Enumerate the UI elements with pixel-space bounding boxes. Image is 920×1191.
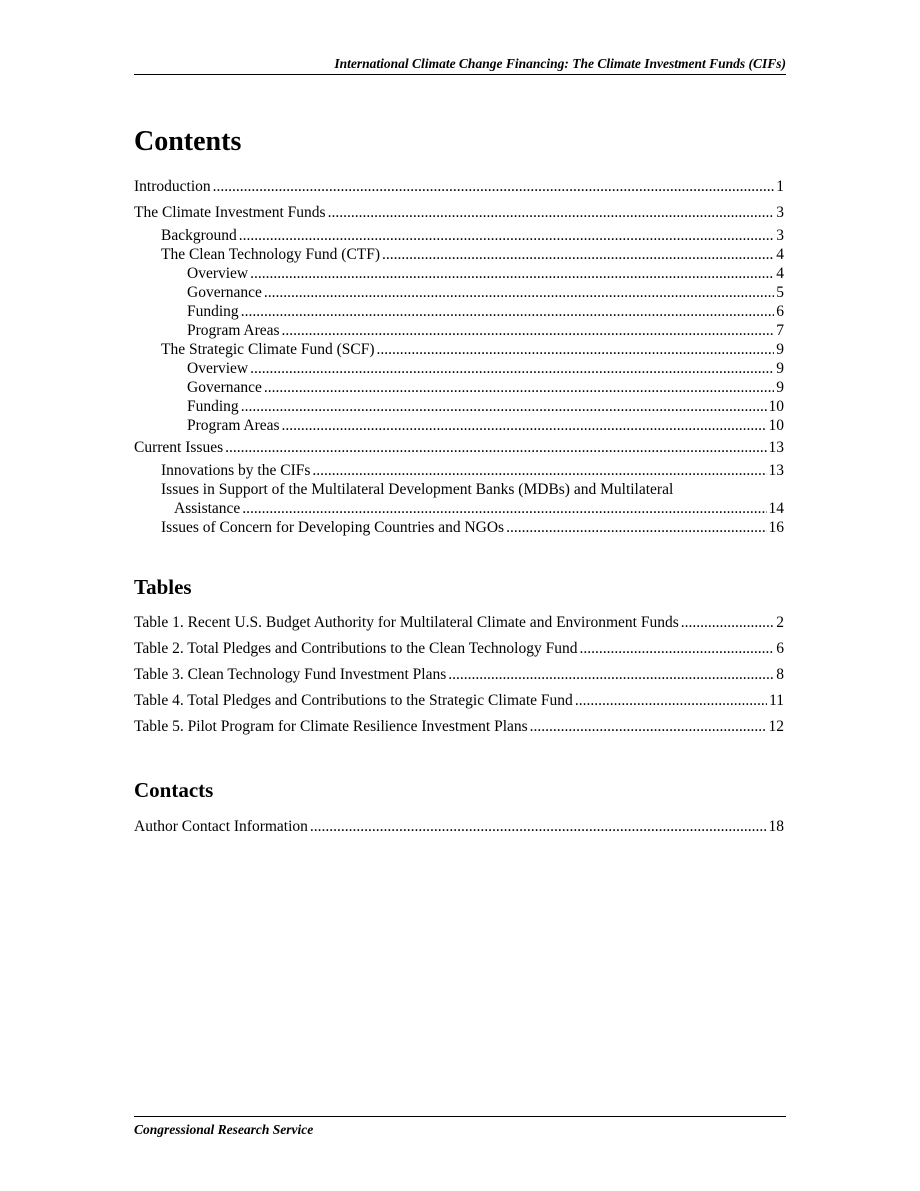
dot-leader — [328, 203, 775, 222]
toc-entry-scf-overview[interactable] — [187, 359, 784, 378]
toc-entry-table-1[interactable] — [134, 613, 784, 632]
toc-entry-page: 4 — [776, 265, 784, 282]
toc-entry-label: Current Issues — [134, 439, 224, 456]
toc-entry-scf-program-areas[interactable] — [187, 416, 784, 435]
toc-entry-page: 16 — [768, 519, 784, 536]
toc-entry-label: Funding — [187, 398, 239, 415]
toc-entry-label: The Clean Technology Fund (CTF) — [161, 246, 381, 263]
toc-entry-page: 2 — [776, 614, 784, 631]
dot-leader — [241, 397, 767, 416]
toc-entry-page: 6 — [776, 303, 784, 320]
toc-entry-mdb-issues[interactable] — [174, 499, 784, 518]
contents-heading: Contents — [134, 126, 242, 157]
toc-entry-page: 4 — [776, 246, 784, 263]
dot-leader — [264, 378, 774, 397]
toc-entry-mdb-issues-line1[interactable]: Issues in Support of the Multilateral Development Banks (MDBs) and Multilateral — [161, 481, 674, 498]
toc-entry-label: Author Contact Information — [134, 818, 308, 835]
toc-entry-climate-investment-funds[interactable] — [134, 203, 784, 222]
dot-leader — [282, 321, 775, 340]
dot-leader — [282, 416, 767, 435]
toc-entry-page: 9 — [776, 360, 784, 377]
toc-entry-scf[interactable] — [161, 340, 784, 359]
running-footer: Congressional Research Service — [134, 1116, 786, 1138]
toc-entry-innovations[interactable] — [161, 461, 784, 480]
toc-entry-author-contact[interactable] — [134, 817, 784, 836]
dot-leader — [681, 613, 774, 632]
toc-entry-page: 12 — [768, 718, 784, 735]
toc-entry-page: 18 — [768, 818, 784, 835]
toc-entry-page: 9 — [776, 341, 784, 358]
toc-entry-label: The Strategic Climate Fund (SCF) — [161, 341, 375, 358]
toc-entry-ctf-governance[interactable] — [187, 283, 784, 302]
toc-entry-label: Governance — [187, 379, 262, 396]
contacts-heading: Contacts — [134, 778, 214, 802]
toc-entry-label: Table 4. Total Pledges and Contributions to the Strategic Climate Fund — [134, 692, 573, 709]
dot-leader — [575, 691, 767, 710]
running-header: International Climate Change Financing: The Climate Investment Funds (CIFs) — [134, 56, 786, 75]
toc-entry-introduction[interactable] — [134, 177, 784, 196]
toc-entry-table-4[interactable] — [134, 691, 784, 710]
dot-leader — [225, 438, 766, 457]
toc-entry-label: Assistance — [174, 500, 241, 517]
dot-leader — [382, 245, 774, 264]
dot-leader — [579, 639, 774, 658]
toc-entry-ctf-funding[interactable] — [187, 302, 784, 321]
dot-leader — [239, 226, 774, 245]
toc-entry-label: Overview — [187, 360, 249, 377]
toc-entry-page: 14 — [768, 500, 784, 517]
dot-leader — [506, 518, 766, 537]
dot-leader — [250, 359, 774, 378]
toc-entry-label: Governance — [187, 284, 262, 301]
toc-entry-label: Overview — [187, 265, 249, 282]
toc-entry-label: Program Areas — [187, 322, 280, 339]
toc-entry-scf-funding[interactable] — [187, 397, 784, 416]
toc-entry-page: 9 — [776, 379, 784, 396]
toc-entry-label: Program Areas — [187, 417, 280, 434]
dot-leader — [250, 264, 774, 283]
toc-entry-table-5[interactable] — [134, 717, 784, 736]
toc-entry-label: The Climate Investment Funds — [134, 204, 326, 221]
dot-leader — [310, 817, 767, 836]
dot-leader — [241, 302, 775, 321]
toc-entry-page: 1 — [776, 178, 784, 195]
toc-entry-background[interactable] — [161, 226, 784, 245]
toc-entry-table-2[interactable] — [134, 639, 784, 658]
toc-entry-label: Table 1. Recent U.S. Budget Authority for Multilateral Climate and Environment Funds — [134, 614, 679, 631]
toc-entry-label: Table 2. Total Pledges and Contributions to the Clean Technology Fund — [134, 640, 578, 657]
toc-entry-page: 13 — [768, 462, 784, 479]
toc-entry-label: Table 5. Pilot Program for Climate Resilience Investment Plans — [134, 718, 528, 735]
toc-entry-page: 7 — [776, 322, 784, 339]
toc-entry-page: 5 — [776, 284, 784, 301]
dot-leader — [242, 499, 766, 518]
toc-entry-page: 8 — [776, 666, 784, 683]
toc-entry-page: 10 — [768, 398, 784, 415]
toc-entry-page: 3 — [776, 227, 784, 244]
dot-leader — [213, 177, 775, 196]
toc-entry-label: Background — [161, 227, 237, 244]
toc-entry-label: Introduction — [134, 178, 211, 195]
toc-entry-label: Table 3. Clean Technology Fund Investment Plans — [134, 666, 447, 683]
toc-entry-page: 3 — [776, 204, 784, 221]
toc-entry-label: Funding — [187, 303, 239, 320]
toc-entry-ctf-program-areas[interactable] — [187, 321, 784, 340]
toc-entry-page: 11 — [769, 692, 784, 709]
dot-leader — [264, 283, 774, 302]
toc-entry-current-issues[interactable] — [134, 438, 784, 457]
tables-heading: Tables — [134, 575, 192, 599]
dot-leader — [377, 340, 775, 359]
toc-entry-label: Innovations by the CIFs — [161, 462, 311, 479]
toc-entry-page: 6 — [776, 640, 784, 657]
dot-leader — [312, 461, 766, 480]
toc-entry-ctf[interactable] — [161, 245, 784, 264]
toc-entry-scf-governance[interactable] — [187, 378, 784, 397]
toc-entry-page: 13 — [768, 439, 784, 456]
dot-leader — [448, 665, 774, 684]
toc-entry-page: 10 — [768, 417, 784, 434]
toc-entry-table-3[interactable] — [134, 665, 784, 684]
toc-entry-label: Issues of Concern for Developing Countries and NGOs — [161, 519, 505, 536]
dot-leader — [530, 717, 767, 736]
toc-entry-developing-countries[interactable] — [161, 518, 784, 537]
toc-entry-ctf-overview[interactable] — [187, 264, 784, 283]
